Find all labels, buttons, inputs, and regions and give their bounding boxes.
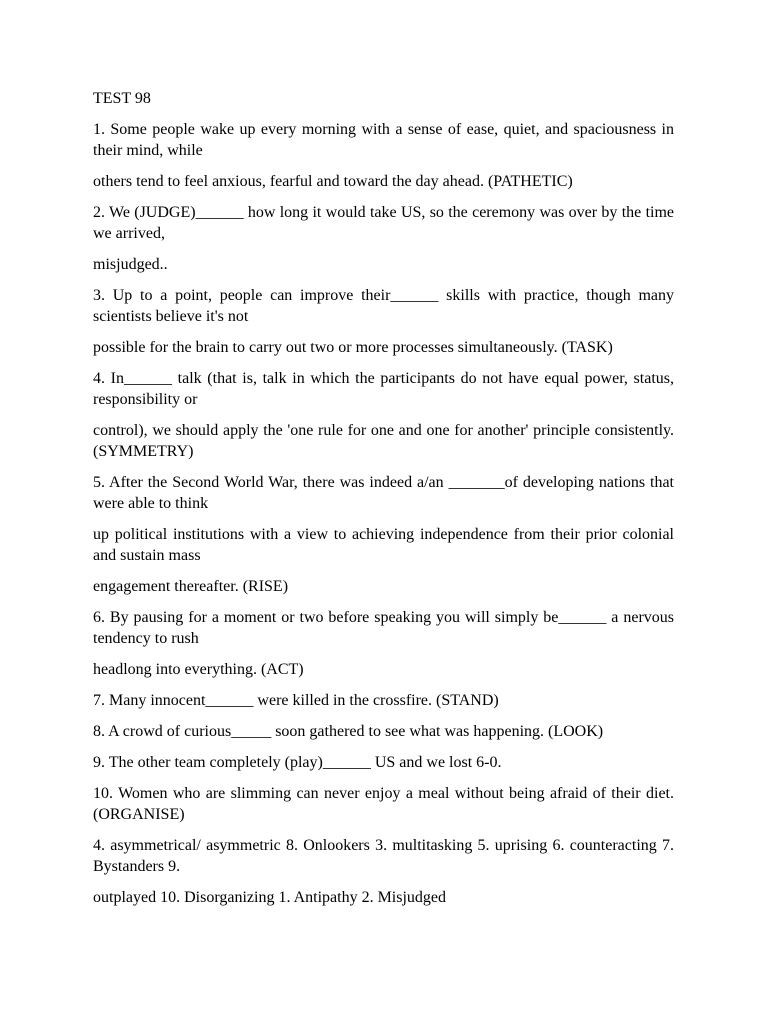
question-2-line-1: 2. We (JUDGE)______ how long it would take US, so the ceremony was over by the time we arrived,: [93, 204, 674, 242]
question-5-line-3: engagement thereafter. (RISE): [93, 578, 289, 595]
answer-key-line-1: 4. asymmetrical/ asymmetric 8. Onlookers 3. multitasking 5. uprising 6. counteracting 7. Bystanders 9.: [93, 837, 674, 875]
question-1-line-2: others tend to feel anxious, fearful and toward the day ahead. (PATHETIC): [93, 173, 573, 190]
question-3-line-2: possible for the brain to carry out two or more processes simultaneously. (TASK): [93, 339, 613, 356]
question-1-line-1: 1. Some people wake up every morning with a sense of ease, quiet, and spaciousness in their mind, while: [93, 121, 674, 159]
document-page: [93, 88, 674, 918]
question-6-line-1: 6. By pausing for a moment or two before speaking you will simply be______ a nervous tendency to rush: [93, 609, 674, 647]
question-4-line-2: control), we should apply the 'one rule for one and one for another' principle consistently. (SYMMETRY): [93, 422, 674, 460]
question-2-line-2: misjudged..: [93, 256, 168, 273]
question-7: 7. Many innocent______ were killed in the crossfire. (STAND): [93, 692, 499, 709]
answer-key-line-2: outplayed 10. Disorganizing 1. Antipathy 2. Misjudged: [93, 889, 447, 906]
question-3-line-1: 3. Up to a point, people can improve their______ skills with practice, though many scientists believe it's not: [93, 287, 674, 325]
test-title: TEST 98: [93, 90, 151, 107]
question-5-line-2: up political institutions with a view to achieving independence from their prior colonial and sustain mass: [93, 526, 674, 564]
question-8: 8. A crowd of curious_____ soon gathered to see what was happening. (LOOK): [93, 723, 604, 740]
question-4-line-1: 4. In______ talk (that is, talk in which the participants do not have equal power, status, responsibility or: [93, 370, 674, 408]
question-6-line-2: headlong into everything. (ACT): [93, 661, 304, 678]
question-9: 9. The other team completely (play)______ US and we lost 6-0.: [93, 754, 502, 771]
question-10: 10. Women who are slimming can never enjoy a meal without being afraid of their diet. (ORGANISE): [93, 785, 674, 823]
question-5-line-1: 5. After the Second World War, there was indeed a/an _______of developing nations that were able to think: [93, 474, 674, 512]
